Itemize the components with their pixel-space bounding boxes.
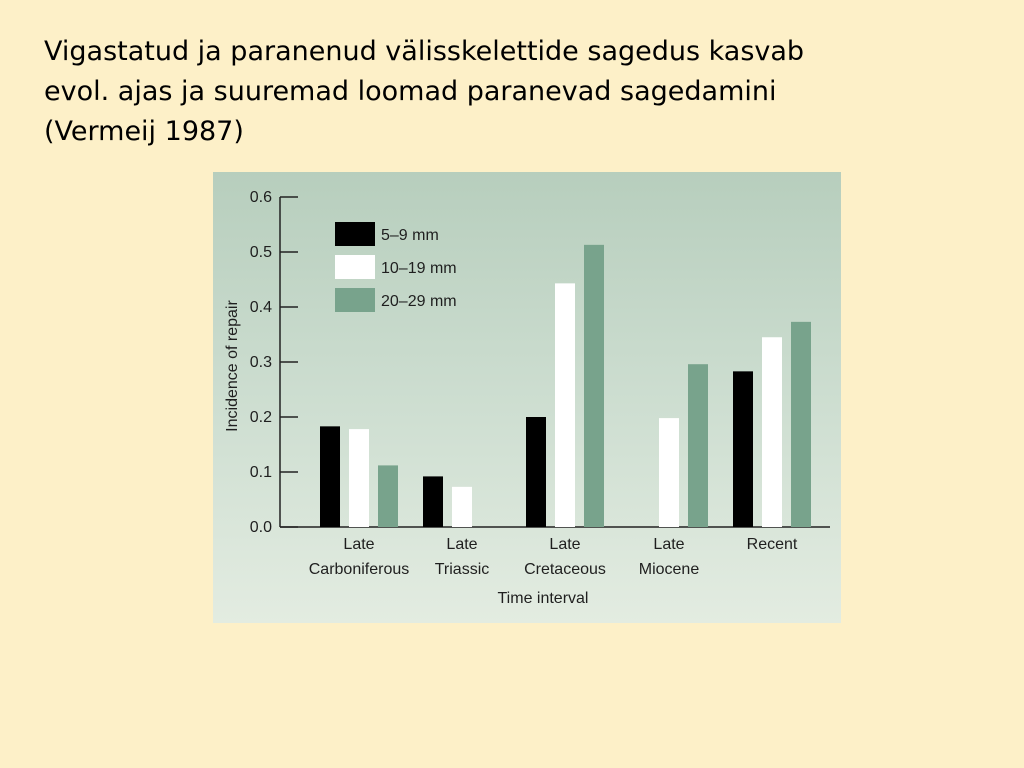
legend-label: 5–9 mm — [381, 227, 439, 244]
y-tick-label: 0.5 — [249, 244, 272, 261]
legend-swatch — [335, 288, 375, 312]
y-tick-label: 0.3 — [249, 354, 272, 371]
y-tick-label: 0.0 — [249, 519, 272, 536]
legend-label: 20–29 mm — [381, 293, 457, 310]
y-tick-label: 0.4 — [249, 299, 272, 316]
x-tick-label: Cretaceous — [524, 561, 606, 578]
bar — [526, 417, 546, 527]
x-tick-label: Late — [549, 536, 581, 553]
x-tick-label: Carboniferous — [308, 561, 410, 578]
bar — [791, 322, 811, 527]
bar — [378, 465, 398, 527]
chart-panel — [213, 172, 841, 623]
x-tick-label: Triassic — [434, 561, 490, 578]
x-tick-label: Late — [446, 536, 478, 553]
bar — [423, 476, 443, 527]
y-tick-label: 0.6 — [249, 189, 272, 206]
bar-chart — [213, 172, 841, 623]
legend-swatch — [335, 222, 375, 246]
x-tick-label: Late — [343, 536, 375, 553]
legend-swatch — [335, 255, 375, 279]
slide-title-line-1: Vigastatud ja paranenud välisskelettide sagedus kasvab — [44, 36, 805, 67]
slide-title-line-2: evol. ajas ja suuremad loomad paranevad sagedamini — [44, 76, 777, 107]
bar — [555, 283, 575, 527]
x-tick-label: Miocene — [638, 561, 700, 578]
bar — [452, 487, 472, 527]
y-tick-label: 0.2 — [249, 409, 272, 426]
y-axis-label: Incidence of repair — [224, 300, 241, 432]
x-axis-label: Time interval — [497, 590, 589, 607]
slide-title — [44, 32, 984, 152]
x-tick-label: Late — [653, 536, 685, 553]
bar — [688, 364, 708, 527]
bar — [659, 418, 679, 527]
y-tick-label: 0.1 — [249, 464, 272, 481]
bar — [733, 371, 753, 527]
slide-title-line-3: (Vermeij 1987) — [44, 116, 244, 147]
bar — [584, 245, 604, 527]
legend-label: 10–19 mm — [381, 260, 457, 277]
x-tick-label: Recent — [746, 536, 798, 553]
bar — [349, 429, 369, 527]
bar — [320, 426, 340, 527]
bar — [762, 337, 782, 527]
